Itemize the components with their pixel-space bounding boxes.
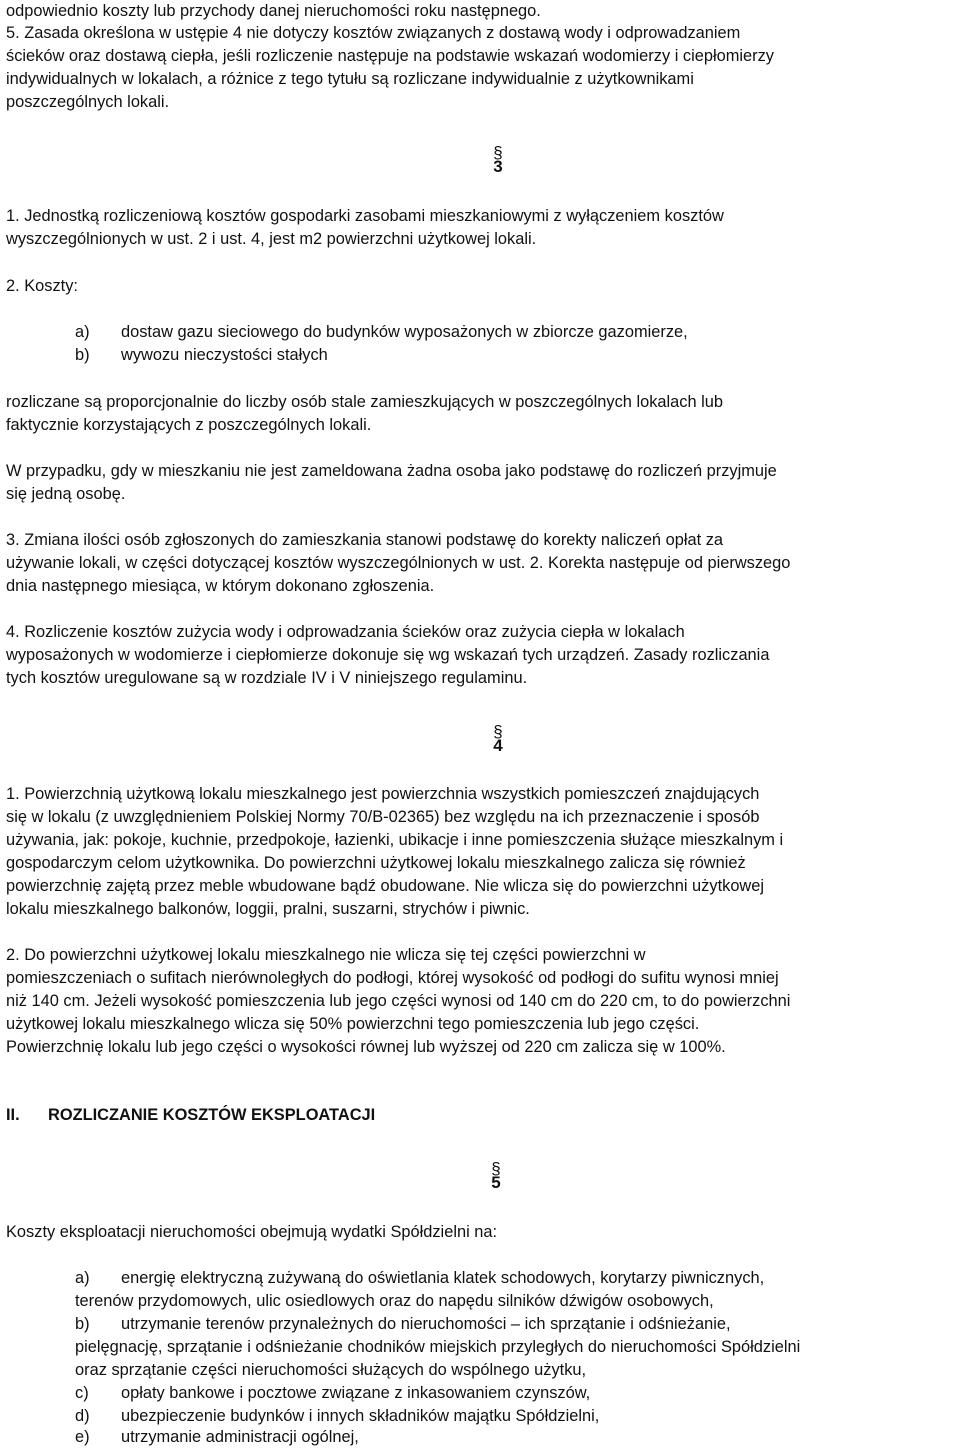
text-line: powierzchnię zajętą przez meble wbudowane bądź obudowane. Nie wlicza się do powierzchni użytkowej [6,877,765,895]
section-number: 5 [491,1173,501,1192]
text-line: Powierzchnię lokalu lub jego części o wysokości równej lub wyższej od 220 cm zalicza się w 100%. [6,1038,726,1056]
text-line: odpowiednio koszty lub przychody danej nieruchomości roku następnego. [6,2,541,20]
text-line: 2. Do powierzchni użytkowej lokalu mieszkalnego nie wlicza się tej części powierzchni w [6,946,646,964]
list-text: opłaty bankowe i pocztowe związane z inkasowaniem czynszów, [121,1384,591,1402]
section-symbol: § [493,143,503,162]
list-label: b) [75,346,90,364]
section-mark-4 [468,722,528,755]
text-line: 2. Koszty: [6,277,78,295]
text-line: Koszty eksploatacji nieruchomości obejmują wydatki Spółdzielni na: [6,1223,498,1241]
section-number: 4 [493,736,503,755]
text-line: faktycznie korzystających z poszczególnych lokali. [6,416,372,434]
text-line: indywidualnych w lokalach, a różnice z tego tytułu są rozliczane indywidualnie z użytkownikami [6,70,694,88]
text-line: gospodarczym celom użytkownika. Do powierzchni użytkowej lokalu mieszkalnego zalicza się również [6,854,746,872]
text-line: się w lokalu (z uwzględnieniem Polskiej Normy 70/B-02365) bez względu na ich przeznaczenie i sposób [6,808,760,826]
list-label: c) [75,1384,89,1402]
text-line: użytkowej lokalu mieszkalnego wlicza się 50% powierzchni tego pomieszczenia lub jego części. [6,1015,700,1033]
chapter-heading [6,1104,375,1126]
list-item [75,1313,731,1335]
text-line: tych kosztów uregulowane są w rozdziale IV i V niniejszego regulaminu. [6,669,528,687]
text-line: wyszczególnionych w ust. 2 i ust. 4, jest m2 powierzchni użytkowej lokali. [6,230,537,248]
list-item-continuation: pielęgnację, sprzątanie i odśnieżanie chodników miejskich przyległych do nieruchomości Spółdzielni [75,1338,801,1356]
list-item [75,1405,599,1427]
list-item-continuation: terenów przydomowych, ulic osiedlowych oraz do napędu silników dźwigów osobowych, [75,1292,714,1310]
text-line: lokalu mieszkalnego balkonów, loggii, pralni, suszarni, strychów i piwnic. [6,900,530,918]
list-label: e) [75,1428,90,1446]
list-item [75,321,688,343]
list-text: utrzymanie administracji ogólnej, [121,1428,359,1446]
text-line: ścieków oraz dostawą ciepła, jeśli rozliczenie następuje na podstawie wskazań wodomierzy i ciepłomierzy [6,47,774,65]
list-text: energię elektryczną zużywaną do oświetlania klatek schodowych, korytarzy piwnicznych, [121,1269,765,1287]
text-line: rozliczane są proporcjonalnie do liczby osób stale zamieszkujących w poszczególnych lokalach lub [6,393,724,411]
chapter-numeral: II. [6,1106,20,1124]
list-item [75,344,328,366]
list-item-continuation: oraz sprzątanie części nieruchomości służących do wspólnego użytku, [75,1361,587,1379]
text-line: 3. Zmiana ilości osób zgłoszonych do zamieszkania stanowi podstawę do korekty naliczeń opłat za [6,531,724,549]
list-text: wywozu nieczystości stałych [121,346,328,364]
text-line: używanie lokali, w części dotyczącej kosztów wyszczególnionych w ust. 2. Korekta następuje od pierwszego [6,554,791,572]
section-number: 3 [493,157,503,176]
section-mark-3 [468,143,528,176]
list-item [75,1382,590,1404]
text-line: wyposażonych w wodomierze i ciepłomierze dokonuje się wg wskazań tych urządzeń. Zasady rozliczania [6,646,770,664]
list-text: utrzymanie terenów przynależnych do nieruchomości – ich sprzątanie i odśnieżanie, [121,1315,731,1333]
list-text: ubezpieczenie budynków i innych składników majątku Spółdzielni, [121,1407,600,1425]
list-label: a) [75,323,90,341]
text-line: 4. Rozliczenie kosztów zużycia wody i odprowadzania ścieków oraz zużycia ciepła w lokalach [6,623,685,641]
text-line: się jedną osobę. [6,485,126,503]
list-text: dostaw gazu sieciowego do budynków wyposażonych w zbiorcze gazomierze, [121,323,688,341]
section-mark-5 [466,1159,526,1192]
list-label: b) [75,1315,90,1333]
text-line: W przypadku, gdy w mieszkaniu nie jest zameldowana żadna osoba jako podstawę do rozliczeń przyjmuje [6,462,777,480]
list-label: d) [75,1407,90,1425]
list-item [75,1426,359,1448]
list-label: a) [75,1269,90,1287]
text-line: poszczególnych lokali. [6,93,170,111]
text-line: niż 140 cm. Jeżeli wysokość pomieszczenia lub jego części wynosi od 140 cm do 220 cm, to do powierzchni [6,992,791,1010]
text-line: 5. Zasada określona w ustępie 4 nie dotyczy kosztów związanych z dostawą wody i odprowadzaniem [6,24,741,42]
section-symbol: § [491,1159,501,1178]
list-item [75,1267,764,1289]
text-line: 1. Jednostką rozliczeniową kosztów gospodarki zasobami mieszkaniowymi z wyłączeniem kosztów [6,207,724,225]
text-line: 1. Powierzchnią użytkową lokalu mieszkalnego jest powierzchnia wszystkich pomieszczeń znajdujących [6,785,760,803]
text-line: pomieszczeniach o sufitach nierównoległych do podłogi, której wysokość od podłogi do sufitu wynosi mniej [6,969,779,987]
chapter-title: ROZLICZANIE KOSZTÓW EKSPLOATACJI [48,1106,376,1124]
text-line: dnia następnego miesiąca, w którym dokonano zgłoszenia. [6,577,435,595]
text-line: używania, jak: pokoje, kuchnie, przedpokoje, łazienki, ubikacje i inne pomieszczenia służące mieszkalnym i [6,831,784,849]
section-symbol: § [493,722,503,741]
